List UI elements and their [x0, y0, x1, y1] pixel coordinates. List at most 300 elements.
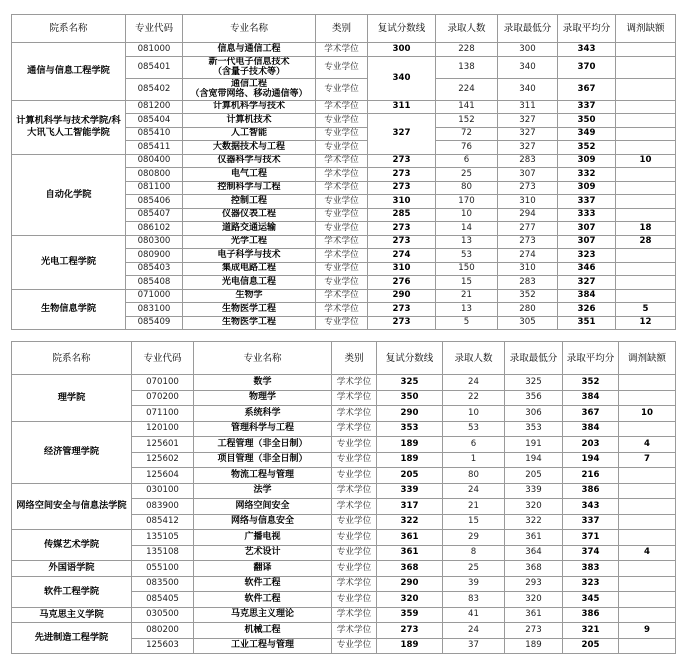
admitted-count: 37: [443, 638, 505, 654]
min-score: 368: [505, 561, 563, 577]
min-score: 361: [505, 607, 563, 623]
major-name: 机械工程: [194, 623, 332, 639]
retest-line: 290: [377, 576, 443, 592]
avg-score: 323: [558, 249, 616, 263]
table-row: [12, 483, 676, 499]
major-name: 工程管理（非全日制）: [194, 437, 332, 453]
degree-type: 学术学位: [332, 576, 377, 592]
vacancy-count: [616, 141, 676, 155]
admitted-count: 6: [443, 437, 505, 453]
avg-score: 309: [558, 181, 616, 195]
vacancy-count: [616, 208, 676, 222]
retest-line: 340: [368, 56, 436, 100]
major-name: 通信工程 （含宽带网络、移动通信等）: [183, 78, 316, 100]
vacancy-count: [616, 43, 676, 57]
major-name: 大数据技术与工程: [183, 141, 316, 155]
major-code: 085406: [126, 195, 183, 209]
avg-score: 371: [563, 530, 619, 546]
vacancy-count: [619, 592, 676, 608]
degree-type: 学术学位: [316, 235, 368, 249]
table-row: [12, 623, 676, 639]
retest-line: 285: [368, 208, 436, 222]
vacancy-count: 10: [619, 406, 676, 422]
major-code: 071100: [132, 406, 194, 422]
admitted-count: 138: [436, 56, 498, 78]
header-avg-score: 录取平均分: [563, 342, 619, 375]
min-score: 283: [498, 154, 558, 168]
retest-line: 368: [377, 561, 443, 577]
major-name: 工业工程与管理: [194, 638, 332, 654]
avg-score: 352: [563, 375, 619, 391]
degree-type: 专业学位: [316, 56, 368, 78]
avg-score: 337: [558, 100, 616, 114]
admitted-count: 41: [443, 607, 505, 623]
major-name: 光电信息工程: [183, 276, 316, 290]
admitted-count: 25: [436, 168, 498, 182]
min-score: 189: [505, 638, 563, 654]
vacancy-count: [616, 127, 676, 141]
vacancy-count: 9: [619, 623, 676, 639]
table-body: [12, 375, 676, 654]
min-score: 361: [505, 530, 563, 546]
major-code: 125601: [132, 437, 194, 453]
vacancy-count: [619, 468, 676, 484]
admitted-count: 170: [436, 195, 498, 209]
avg-score: 384: [563, 390, 619, 406]
header-min-score: 录取最低分: [498, 15, 558, 43]
min-score: 280: [498, 303, 558, 317]
min-score: 356: [505, 390, 563, 406]
major-name: 艺术设计: [194, 545, 332, 561]
college-name: 光电工程学院: [12, 235, 126, 289]
major-code: 120100: [132, 421, 194, 437]
major-code: 071000: [126, 289, 183, 303]
major-code: 080400: [126, 154, 183, 168]
vacancy-count: 5: [616, 303, 676, 317]
major-name: 生物医学工程: [183, 316, 316, 330]
vacancy-count: [616, 100, 676, 114]
major-name: 管理科学与工程: [194, 421, 332, 437]
min-score: 340: [498, 56, 558, 78]
retest-line: 290: [377, 406, 443, 422]
avg-score: 216: [563, 468, 619, 484]
avg-score: 367: [563, 406, 619, 422]
vacancy-count: 7: [619, 452, 676, 468]
vacancy-count: 10: [616, 154, 676, 168]
degree-type: 学术学位: [316, 249, 368, 263]
major-name: 人工智能: [183, 127, 316, 141]
major-code: 055100: [132, 561, 194, 577]
admitted-count: 8: [443, 545, 505, 561]
avg-score: 309: [558, 154, 616, 168]
avg-score: 203: [563, 437, 619, 453]
avg-score: 352: [558, 141, 616, 155]
retest-line: 317: [377, 499, 443, 515]
college-name: 网络空间安全与信息法学院: [12, 483, 132, 530]
retest-line: 273: [368, 316, 436, 330]
avg-score: 194: [563, 452, 619, 468]
retest-line: 273: [368, 168, 436, 182]
min-score: 283: [498, 276, 558, 290]
vacancy-count: [616, 249, 676, 263]
table-body: [12, 43, 676, 330]
vacancy-count: [619, 514, 676, 530]
admitted-count: 152: [436, 114, 498, 128]
admitted-count: 228: [436, 43, 498, 57]
major-code: 085405: [132, 592, 194, 608]
major-code: 085408: [126, 276, 183, 290]
admitted-count: 21: [436, 289, 498, 303]
min-score: 339: [505, 483, 563, 499]
major-code: 085411: [126, 141, 183, 155]
college-name: 通信与信息工程学院: [12, 43, 126, 101]
major-code: 085412: [132, 514, 194, 530]
min-score: 194: [505, 452, 563, 468]
degree-type: 专业学位: [316, 78, 368, 100]
major-code: 086102: [126, 222, 183, 236]
admitted-count: 83: [443, 592, 505, 608]
college-name: 自动化学院: [12, 154, 126, 235]
vacancy-count: 18: [616, 222, 676, 236]
min-score: 364: [505, 545, 563, 561]
major-code: 080800: [126, 168, 183, 182]
retest-line: 310: [368, 262, 436, 276]
degree-type: 专业学位: [316, 208, 368, 222]
major-name: 数学: [194, 375, 332, 391]
avg-score: 384: [563, 421, 619, 437]
degree-type: 专业学位: [332, 452, 377, 468]
table-row: [12, 530, 676, 546]
admitted-count: 25: [443, 561, 505, 577]
major-code: 085403: [126, 262, 183, 276]
min-score: 352: [498, 289, 558, 303]
table-header-row: [12, 15, 676, 43]
avg-score: 307: [558, 235, 616, 249]
admitted-count: 24: [443, 483, 505, 499]
header-code: 专业代码: [132, 342, 194, 375]
degree-type: 专业学位: [332, 530, 377, 546]
vacancy-count: 12: [616, 316, 676, 330]
avg-score: 383: [563, 561, 619, 577]
retest-line: 361: [377, 530, 443, 546]
avg-score: 337: [563, 514, 619, 530]
college-name: 经济管理学院: [12, 421, 132, 483]
header-retest-line: 复试分数线: [377, 342, 443, 375]
retest-line: 273: [368, 235, 436, 249]
min-score: 320: [505, 592, 563, 608]
major-code: 085404: [126, 114, 183, 128]
header-avg-score: 录取平均分: [558, 15, 616, 43]
table-header-row: [12, 342, 676, 375]
min-score: 306: [505, 406, 563, 422]
table-row: [12, 421, 676, 437]
vacancy-count: [616, 56, 676, 78]
degree-type: 学术学位: [332, 375, 377, 391]
min-score: 191: [505, 437, 563, 453]
major-code: 083100: [126, 303, 183, 317]
major-code: 125604: [132, 468, 194, 484]
admitted-count: 24: [443, 375, 505, 391]
admitted-count: 24: [443, 623, 505, 639]
college-name: 计算机科学与技术学院/科大讯飞人工智能学院: [12, 100, 126, 154]
vacancy-count: [619, 530, 676, 546]
major-name: 软件工程: [194, 592, 332, 608]
admitted-count: 13: [436, 235, 498, 249]
major-code: 070100: [132, 375, 194, 391]
min-score: 273: [498, 181, 558, 195]
major-name: 新一代电子信息技术 （含量子技术等）: [183, 56, 316, 78]
avg-score: 321: [563, 623, 619, 639]
vacancy-count: [619, 561, 676, 577]
degree-type: 学术学位: [316, 168, 368, 182]
admitted-count: 6: [436, 154, 498, 168]
header-type: 类别: [332, 342, 377, 375]
major-code: 081000: [126, 43, 183, 57]
major-name: 电气工程: [183, 168, 316, 182]
college-name: 理学院: [12, 375, 132, 422]
vacancy-count: [619, 421, 676, 437]
degree-type: 专业学位: [332, 468, 377, 484]
degree-type: 学术学位: [332, 499, 377, 515]
admitted-count: 14: [436, 222, 498, 236]
header-vacancy: 调剂缺额: [616, 15, 676, 43]
vacancy-count: [619, 390, 676, 406]
avg-score: 205: [563, 638, 619, 654]
min-score: 273: [498, 235, 558, 249]
min-score: 273: [505, 623, 563, 639]
table-row: [12, 576, 676, 592]
admitted-count: 5: [436, 316, 498, 330]
major-name: 物流工程与管理: [194, 468, 332, 484]
major-code: 030100: [132, 483, 194, 499]
major-code: 125602: [132, 452, 194, 468]
retest-line: 327: [368, 114, 436, 155]
major-name: 软件工程: [194, 576, 332, 592]
admitted-count: 224: [436, 78, 498, 100]
vacancy-count: [619, 638, 676, 654]
min-score: 300: [498, 43, 558, 57]
retest-line: 274: [368, 249, 436, 263]
min-score: 310: [498, 195, 558, 209]
table-row: [12, 154, 676, 168]
retest-line: 300: [368, 43, 436, 57]
avg-score: 346: [558, 262, 616, 276]
vacancy-count: [616, 195, 676, 209]
college-name: 马克思主义学院: [12, 607, 132, 623]
retest-line: 273: [368, 181, 436, 195]
table-row: [12, 100, 676, 114]
degree-type: 专业学位: [316, 195, 368, 209]
retest-line: 359: [377, 607, 443, 623]
header-type: 类别: [316, 15, 368, 43]
min-score: 277: [498, 222, 558, 236]
vacancy-count: [619, 499, 676, 515]
degree-type: 专业学位: [316, 276, 368, 290]
major-code: 070200: [132, 390, 194, 406]
college-name: 生物信息学院: [12, 289, 126, 330]
min-score: 294: [498, 208, 558, 222]
major-code: 081100: [126, 181, 183, 195]
major-name: 生物学: [183, 289, 316, 303]
major-name: 计算机科学与技术: [183, 100, 316, 114]
retest-line: 339: [377, 483, 443, 499]
major-name: 系统科学: [194, 406, 332, 422]
degree-type: 学术学位: [316, 303, 368, 317]
admitted-count: 13: [436, 303, 498, 317]
major-code: 085409: [126, 316, 183, 330]
retest-line: 276: [368, 276, 436, 290]
degree-type: 专业学位: [332, 545, 377, 561]
min-score: 327: [498, 141, 558, 155]
avg-score: 343: [558, 43, 616, 57]
degree-type: 专业学位: [332, 638, 377, 654]
min-score: 320: [505, 499, 563, 515]
vacancy-count: [616, 276, 676, 290]
major-code: 083900: [132, 499, 194, 515]
admitted-count: 72: [436, 127, 498, 141]
avg-score: 386: [563, 483, 619, 499]
retest-line: 273: [368, 154, 436, 168]
major-code: 080900: [126, 249, 183, 263]
admitted-count: 10: [436, 208, 498, 222]
avg-score: 337: [558, 195, 616, 209]
major-name: 控制工程: [183, 195, 316, 209]
major-name: 网络与信息安全: [194, 514, 332, 530]
retest-line: 273: [368, 222, 436, 236]
major-name: 集成电路工程: [183, 262, 316, 276]
avg-score: 370: [558, 56, 616, 78]
retest-line: 189: [377, 638, 443, 654]
retest-line: 189: [377, 452, 443, 468]
major-name: 网络空间安全: [194, 499, 332, 515]
avg-score: 374: [563, 545, 619, 561]
major-code: 085407: [126, 208, 183, 222]
degree-type: 专业学位: [316, 316, 368, 330]
retest-line: 311: [368, 100, 436, 114]
min-score: 274: [498, 249, 558, 263]
header-admitted: 录取人数: [436, 15, 498, 43]
admission-table-2: [11, 341, 676, 654]
major-name: 广播电视: [194, 530, 332, 546]
table-row: [12, 607, 676, 623]
header-retest-line: 复试分数线: [368, 15, 436, 43]
degree-type: 学术学位: [332, 421, 377, 437]
major-name: 翻译: [194, 561, 332, 577]
major-code: 135108: [132, 545, 194, 561]
major-code: 080200: [132, 623, 194, 639]
vacancy-count: [616, 78, 676, 100]
admitted-count: 141: [436, 100, 498, 114]
major-name: 计算机技术: [183, 114, 316, 128]
college-name: 先进制造工程学院: [12, 623, 132, 654]
avg-score: 326: [558, 303, 616, 317]
retest-line: 273: [368, 303, 436, 317]
major-name: 光学工程: [183, 235, 316, 249]
table-row: [12, 289, 676, 303]
avg-score: 333: [558, 208, 616, 222]
degree-type: 学术学位: [316, 289, 368, 303]
vacancy-count: [619, 576, 676, 592]
major-code: 080300: [126, 235, 183, 249]
major-name: 仪器仪表工程: [183, 208, 316, 222]
admitted-count: 53: [436, 249, 498, 263]
table-row: [12, 375, 676, 391]
min-score: 311: [498, 100, 558, 114]
admitted-count: 29: [443, 530, 505, 546]
degree-type: 学术学位: [316, 181, 368, 195]
vacancy-count: [616, 168, 676, 182]
min-score: 322: [505, 514, 563, 530]
admitted-count: 39: [443, 576, 505, 592]
admitted-count: 80: [443, 468, 505, 484]
degree-type: 学术学位: [332, 607, 377, 623]
degree-type: 专业学位: [332, 592, 377, 608]
retest-line: 189: [377, 437, 443, 453]
admitted-count: 15: [443, 514, 505, 530]
major-name: 仪器科学与技术: [183, 154, 316, 168]
vacancy-count: [616, 262, 676, 276]
header-vacancy: 调剂缺额: [619, 342, 676, 375]
avg-score: 307: [558, 222, 616, 236]
vacancy-count: 28: [616, 235, 676, 249]
college-name: 外国语学院: [12, 561, 132, 577]
header-college: 院系名称: [12, 15, 126, 43]
vacancy-count: [616, 114, 676, 128]
degree-type: 专业学位: [316, 141, 368, 155]
college-name: 软件工程学院: [12, 576, 132, 607]
avg-score: 384: [558, 289, 616, 303]
retest-line: 310: [368, 195, 436, 209]
admitted-count: 150: [436, 262, 498, 276]
admitted-count: 76: [436, 141, 498, 155]
major-name: 物理学: [194, 390, 332, 406]
major-name: 马克思主义理论: [194, 607, 332, 623]
min-score: 307: [498, 168, 558, 182]
major-code: 085410: [126, 127, 183, 141]
college-name: 传媒艺术学院: [12, 530, 132, 561]
degree-type: 专业学位: [332, 514, 377, 530]
table-row: [12, 43, 676, 57]
admitted-count: 53: [443, 421, 505, 437]
avg-score: 327: [558, 276, 616, 290]
degree-type: 学术学位: [316, 100, 368, 114]
avg-score: 332: [558, 168, 616, 182]
major-name: 道路交通运输: [183, 222, 316, 236]
admitted-count: 22: [443, 390, 505, 406]
major-code: 081200: [126, 100, 183, 114]
avg-score: 343: [563, 499, 619, 515]
retest-line: 350: [377, 390, 443, 406]
degree-type: 学术学位: [316, 154, 368, 168]
min-score: 353: [505, 421, 563, 437]
header-college: 院系名称: [12, 342, 132, 375]
degree-type: 专业学位: [316, 127, 368, 141]
degree-type: 学术学位: [332, 623, 377, 639]
avg-score: 386: [563, 607, 619, 623]
degree-type: 学术学位: [316, 43, 368, 57]
table-row: [12, 561, 676, 577]
min-score: 327: [498, 114, 558, 128]
major-name: 电子科学与技术: [183, 249, 316, 263]
degree-type: 学术学位: [332, 406, 377, 422]
admitted-count: 1: [443, 452, 505, 468]
min-score: 310: [498, 262, 558, 276]
admitted-count: 80: [436, 181, 498, 195]
min-score: 327: [498, 127, 558, 141]
major-name: 控制科学与工程: [183, 181, 316, 195]
admitted-count: 10: [443, 406, 505, 422]
vacancy-count: [619, 375, 676, 391]
